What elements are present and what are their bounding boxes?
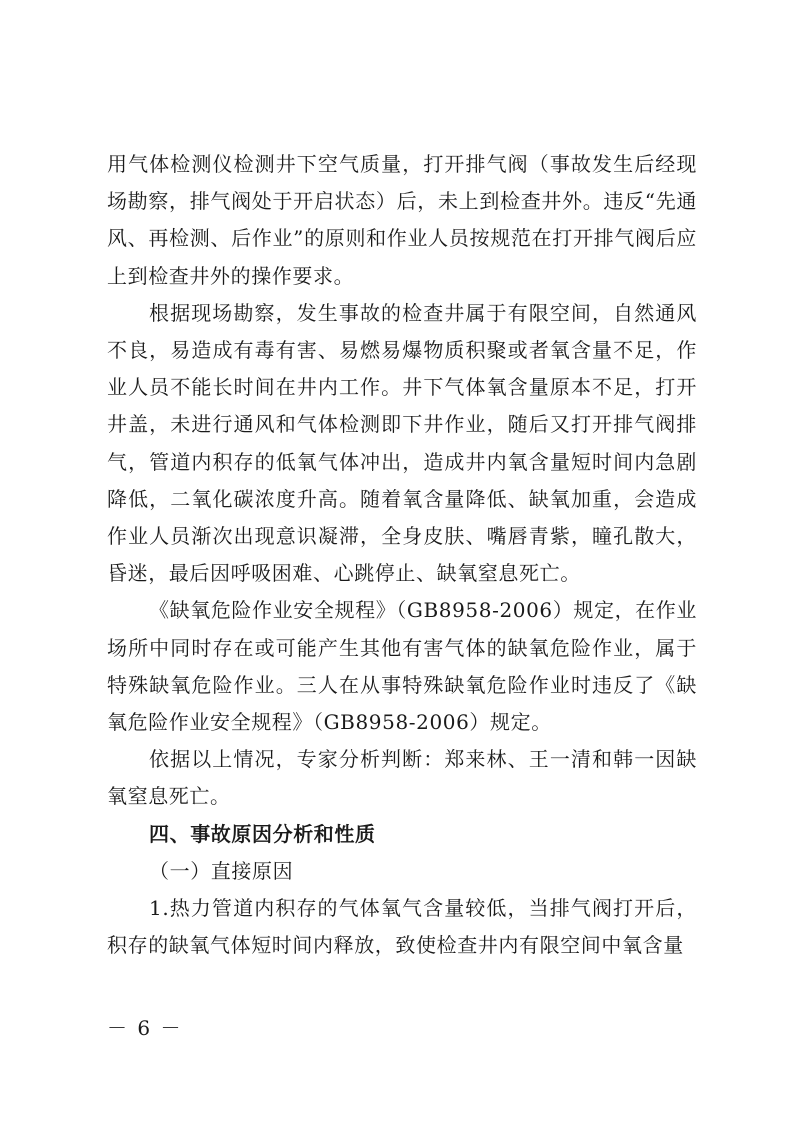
paragraph-site-investigation: 根据现场勘察，发生事故的检查井属于有限空间，自然通风不良，易造成有毒有害、易燃易爆物质积聚或者氧含量不足，作业人员不能长时间在井内工作。井下气体氧含量原本不足，打开井盖，未进行通风和气体检测即下井作业，随后又打开排气阀排气，管道内积存的低氧气体冲出，造成井内氧含量短时间内急剧降低，二氧化碳浓度升高。随着氧含量降低、缺氧加重，会造成作业人员渐次出现意识凝滞，全身皮肤、嘴唇青紫，瞳孔散大，昏迷，最后因呼吸困难、心跳停止、缺氧窒息死亡。 bbox=[107, 300, 697, 586]
document-body bbox=[107, 146, 697, 964]
paragraph-direct-cause: 1.热力管道内积存的气体氧气含量较低，当排气阀打开后，积存的缺氧气体短时间内释放，致使检查井内有限空间中氧含量 bbox=[107, 896, 697, 958]
page-number: － 6 － bbox=[107, 1016, 183, 1040]
paragraph-expert-conclusion: 依据以上情况，专家分析判断：郑来林、王一清和韩一因缺氧窒息死亡。 bbox=[107, 747, 697, 809]
paragraph-continuation: 用气体检测仪检测井下空气质量，打开排气阀（事故发生后经现场勘察，排气阀处于开启状态）后，未上到检查井外。违反“先通风、再检测、后作业”的原则和作业人员按规范在打开排气阀后应上到检查井外的操作要求。 bbox=[107, 152, 697, 288]
subsection-heading: （一）直接原因 bbox=[149, 858, 294, 883]
section-heading: 四、事故原因分析和性质 bbox=[149, 821, 376, 846]
paragraph-safety-regulation: 《缺氧危险作业安全规程》（GB8958-2006）规定，在作业场所中同时存在或可能产生其他有害气体的缺氧危险作业，属于特殊缺氧危险作业。三人在从事特殊缺氧危险作业时违反了《缺氧危险作业安全规程》（GB8958-2006）规定。 bbox=[107, 598, 697, 735]
